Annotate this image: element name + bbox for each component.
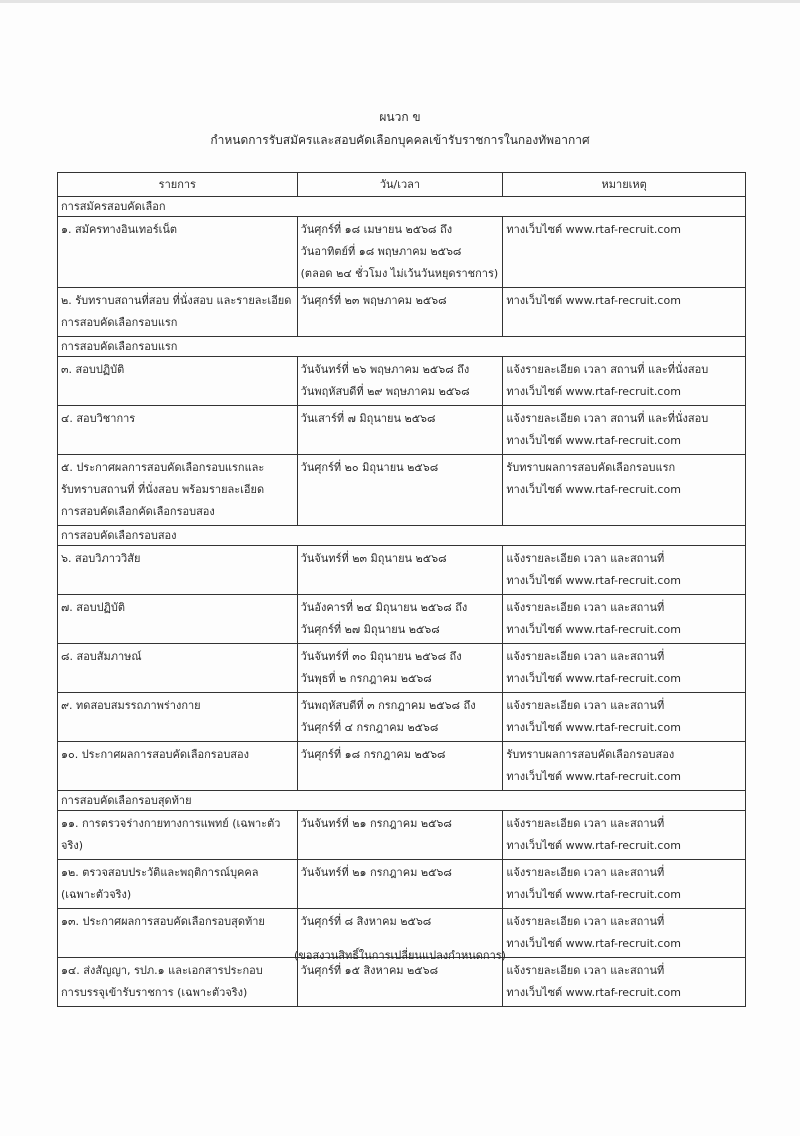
section-row: [58, 337, 746, 357]
date-cell: วันจันทร์ที่ ๒๓ มิถุนายน ๒๕๖๘: [297, 546, 503, 595]
note-cell: แจ้งรายละเอียด เวลา สถานที่ และที่นั่งสอบ ทางเว็บไซต์ www.rtaf-recruit.com: [503, 406, 746, 455]
item-cell: ๗. สอบปฏิบัติ: [58, 595, 298, 644]
date-cell: วันจันทร์ที่ ๒๑ กรกฎาคม ๒๕๖๘: [297, 811, 503, 860]
note-cell: ทางเว็บไซต์ www.rtaf-recruit.com: [503, 217, 746, 288]
date-cell: วันจันทร์ที่ ๓๐ มิถุนายน ๒๕๖๘ ถึง วันพุธที่ ๒ กรกฎาคม ๒๕๖๘: [297, 644, 503, 693]
table-row: [58, 546, 746, 595]
schedule-table: [57, 172, 746, 1007]
item-cell: ๕. ประกาศผลการสอบคัดเลือกรอบแรกและ รับทราบสถานที่ ที่นั่งสอบ พร้อมรายละเอียด การสอบคัดเลือกคัดเลือกรอบสอง: [58, 455, 298, 526]
note-cell: แจ้งรายละเอียด เวลา สถานที่ และที่นั่งสอบ ทางเว็บไซต์ www.rtaf-recruit.com: [503, 357, 746, 406]
table-body: [58, 197, 746, 1007]
note-cell: ทางเว็บไซต์ www.rtaf-recruit.com: [503, 288, 746, 337]
table-row: [58, 217, 746, 288]
item-cell: ๑๐. ประกาศผลการสอบคัดเลือกรอบสอง: [58, 742, 298, 791]
date-cell: วันศุกร์ที่ ๒๐ มิถุนายน ๒๕๖๘: [297, 455, 503, 526]
table-row: [58, 406, 746, 455]
date-cell: วันศุกร์ที่ ๑๘ กรกฎาคม ๒๕๖๘: [297, 742, 503, 791]
table-row: [58, 644, 746, 693]
note-cell: แจ้งรายละเอียด เวลา และสถานที่ ทางเว็บไซต์ www.rtaf-recruit.com: [503, 693, 746, 742]
table-row: [58, 860, 746, 909]
section-row: [58, 791, 746, 811]
section-title: การสอบคัดเลือกรอบแรก: [58, 337, 746, 357]
date-cell: วันจันทร์ที่ ๒๑ กรกฎาคม ๒๕๖๘: [297, 860, 503, 909]
column-header-item: รายการ: [58, 173, 298, 197]
scan-edge: [0, 0, 800, 3]
table-header-row: [58, 173, 746, 197]
item-cell: ๑๑. การตรวจร่างกายทางการแพทย์ (เฉพาะตัวจริง): [58, 811, 298, 860]
footer-note: (ขอสงวนสิทธิ์ในการเปลี่ยนแปลงกำหนดการ): [294, 949, 506, 962]
date-cell: วันศุกร์ที่ ๘ สิงหาคม ๒๕๖๘: [297, 909, 503, 958]
item-cell: ๘. สอบสัมภาษณ์: [58, 644, 298, 693]
column-header-date: วัน/เวลา: [297, 173, 503, 197]
note-cell: แจ้งรายละเอียด เวลา และสถานที่ ทางเว็บไซต์ www.rtaf-recruit.com: [503, 909, 746, 958]
table-row: [58, 455, 746, 526]
date-cell: วันจันทร์ที่ ๒๖ พฤษภาคม ๒๕๖๘ ถึง วันพฤหัสบดีที่ ๒๙ พฤษภาคม ๒๕๖๘: [297, 357, 503, 406]
date-cell: วันศุกร์ที่ ๑๕ สิงหาคม ๒๕๖๘: [297, 958, 503, 1007]
note-cell: แจ้งรายละเอียด เวลา และสถานที่ ทางเว็บไซต์ www.rtaf-recruit.com: [503, 644, 746, 693]
table-row: [58, 811, 746, 860]
table-row: [58, 288, 746, 337]
item-cell: ๒. รับทราบสถานที่สอบ ที่นั่งสอบ และรายละเอียด การสอบคัดเลือกรอบแรก: [58, 288, 298, 337]
item-cell: ๑๒. ตรวจสอบประวัติและพฤติการณ์บุคคล (เฉพาะตัวจริง): [58, 860, 298, 909]
section-row: [58, 526, 746, 546]
note-cell: รับทราบผลการสอบคัดเลือกรอบสอง ทางเว็บไซต์ www.rtaf-recruit.com: [503, 742, 746, 791]
note-cell: แจ้งรายละเอียด เวลา และสถานที่ ทางเว็บไซต์ www.rtaf-recruit.com: [503, 958, 746, 1007]
document-title: กำหนดการรับสมัครและสอบคัดเลือกบุคคลเข้ารับราชการในกองทัพอากาศ: [210, 133, 590, 147]
item-cell: ๑. สมัครทางอินเทอร์เน็ต: [58, 217, 298, 288]
note-cell: แจ้งรายละเอียด เวลา และสถานที่ ทางเว็บไซต์ www.rtaf-recruit.com: [503, 860, 746, 909]
date-cell: วันอังคารที่ ๒๔ มิถุนายน ๒๕๖๘ ถึง วันศุกร์ที่ ๒๗ มิถุนายน ๒๕๖๘: [297, 595, 503, 644]
section-title: การสอบคัดเลือกรอบสุดท้าย: [58, 791, 746, 811]
table-row: [58, 958, 746, 1007]
column-header-note: หมายเหตุ: [503, 173, 746, 197]
table-row: [58, 357, 746, 406]
section-title: การสอบคัดเลือกรอบสอง: [58, 526, 746, 546]
table-row: [58, 742, 746, 791]
table-row: [58, 693, 746, 742]
date-cell: วันพฤหัสบดีที่ ๓ กรกฎาคม ๒๕๖๘ ถึง วันศุกร์ที่ ๔ กรกฎาคม ๒๕๖๘: [297, 693, 503, 742]
note-cell: แจ้งรายละเอียด เวลา และสถานที่ ทางเว็บไซต์ www.rtaf-recruit.com: [503, 811, 746, 860]
note-cell: แจ้งรายละเอียด เวลา และสถานที่ ทางเว็บไซต์ www.rtaf-recruit.com: [503, 546, 746, 595]
item-cell: ๙. ทดสอบสมรรถภาพร่างกาย: [58, 693, 298, 742]
section-title: การสมัครสอบคัดเลือก: [58, 197, 746, 217]
date-cell: วันเสาร์ที่ ๗ มิถุนายน ๒๕๖๘: [297, 406, 503, 455]
date-cell: วันศุกร์ที่ ๒๓ พฤษภาคม ๒๕๖๘: [297, 288, 503, 337]
note-cell: แจ้งรายละเอียด เวลา และสถานที่ ทางเว็บไซต์ www.rtaf-recruit.com: [503, 595, 746, 644]
table-row: [58, 595, 746, 644]
section-row: [58, 197, 746, 217]
item-cell: ๔. สอบวิชาการ: [58, 406, 298, 455]
item-cell: ๓. สอบปฏิบัติ: [58, 357, 298, 406]
item-cell: ๑๓. ประกาศผลการสอบคัดเลือกรอบสุดท้าย: [58, 909, 298, 958]
item-cell: ๑๔. ส่งสัญญา, รปภ.๑ และเอกสารประกอบ การบรรจุเข้ารับราชการ (เฉพาะตัวจริง): [58, 958, 298, 1007]
item-cell: ๖. สอบวิภาววิสัย: [58, 546, 298, 595]
note-cell: รับทราบผลการสอบคัดเลือกรอบแรก ทางเว็บไซต์ www.rtaf-recruit.com: [503, 455, 746, 526]
date-cell: วันศุกร์ที่ ๑๘ เมษายน ๒๕๖๘ ถึง วันอาทิตย์ที่ ๑๘ พฤษภาคม ๒๕๖๘ (ตลอด ๒๔ ชั่วโมง ไม่เว้นวันหยุดราชการ): [297, 217, 503, 288]
annex-label: ผนวก ข: [379, 110, 421, 124]
